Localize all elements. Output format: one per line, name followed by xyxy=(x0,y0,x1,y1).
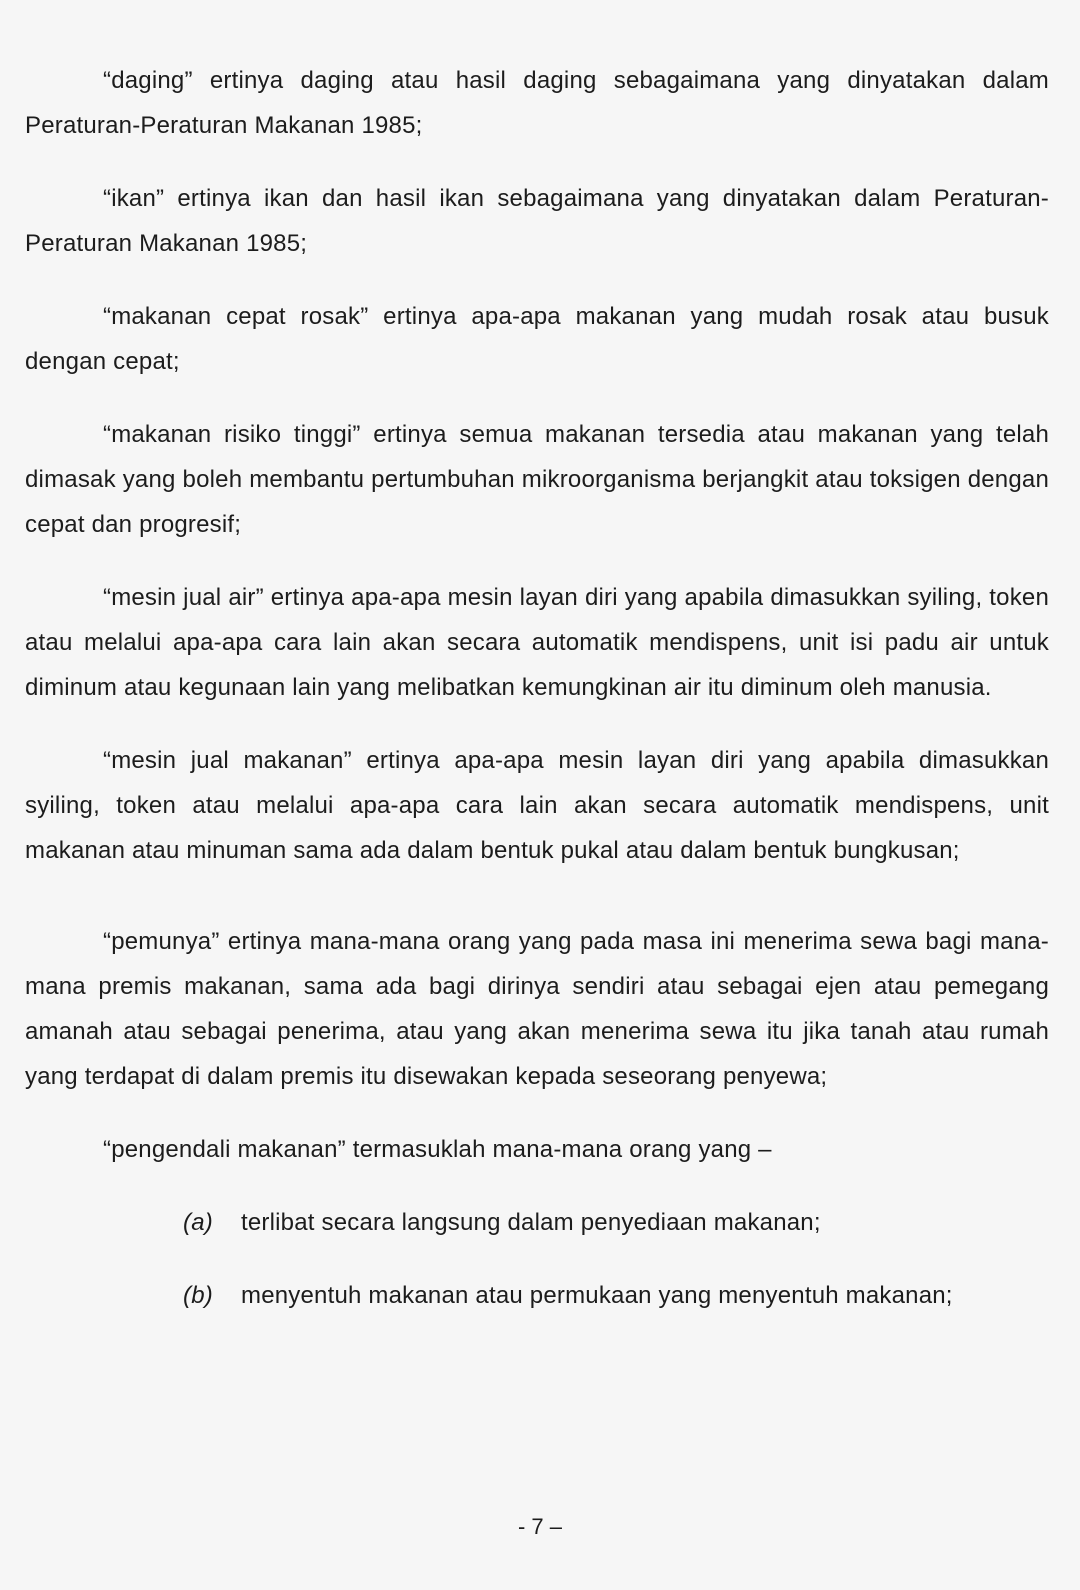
definition-makanan-risiko-tinggi: “makanan risiko tinggi” ertinya semua makanan tersedia atau makanan yang telah dimasak yang boleh membantu pertumbuhan mikroorganisma berjangkit atau toksigen dengan cepat dan progresif; xyxy=(25,421,1049,538)
subitem-text: terlibat secara langsung dalam penyediaan makanan; xyxy=(241,1209,821,1236)
subitem-label: (b) xyxy=(183,1282,213,1309)
subitem-a xyxy=(25,1200,1049,1245)
definition-mesin-jual-air: “mesin jual air” ertinya apa-apa mesin layan diri yang apabila dimasukkan syiling, token atau melalui apa-apa cara lain akan secara automatik mendispens, unit isi padu air untuk diminum atau kegunaan lain yang melibatkan kemungkinan air itu diminum oleh manusia. xyxy=(25,584,1049,701)
definition-ikan: “ikan” ertinya ikan dan hasil ikan sebagaimana yang dinyatakan dalam Peraturan-Peraturan Makanan 1985; xyxy=(25,185,1049,257)
definition-mesin-jual-makanan: “mesin jual makanan” ertinya apa-apa mesin layan diri yang apabila dimasukkan syiling, token atau melalui apa-apa cara lain akan secara automatik mendispens, unit makanan atau minuman sama ada dalam bentuk pukal atau dalam bentuk bungkusan; xyxy=(25,747,1049,864)
subitem-text: menyentuh makanan atau permukaan yang menyentuh makanan; xyxy=(241,1282,953,1309)
definition-pemunya: “pemunya” ertinya mana-mana orang yang pada masa ini menerima sewa bagi mana-mana premis makanan, sama ada bagi dirinya sendiri atau sebagai ejen atau pemegang amanah atau sebagai penerima, atau yang akan menerima sewa itu jika tanah atau rumah yang terdapat di dalam premis itu disewakan kepada seseorang penyewa; xyxy=(25,928,1049,1090)
subitem-label: (a) xyxy=(183,1209,213,1236)
definition-daging: “daging” ertinya daging atau hasil daging sebagaimana yang dinyatakan dalam Peraturan-Peraturan Makanan 1985; xyxy=(25,67,1049,139)
page-number: - 7 – xyxy=(517,1514,563,1539)
document-page xyxy=(25,58,1049,1346)
subitem-b xyxy=(25,1273,1049,1318)
definition-pengendali-makanan: “pengendali makanan” termasuklah mana-mana orang yang – xyxy=(103,1136,772,1163)
definition-makanan-cepat-rosak: “makanan cepat rosak” ertinya apa-apa makanan yang mudah rosak atau busuk dengan cepat; xyxy=(25,303,1049,375)
